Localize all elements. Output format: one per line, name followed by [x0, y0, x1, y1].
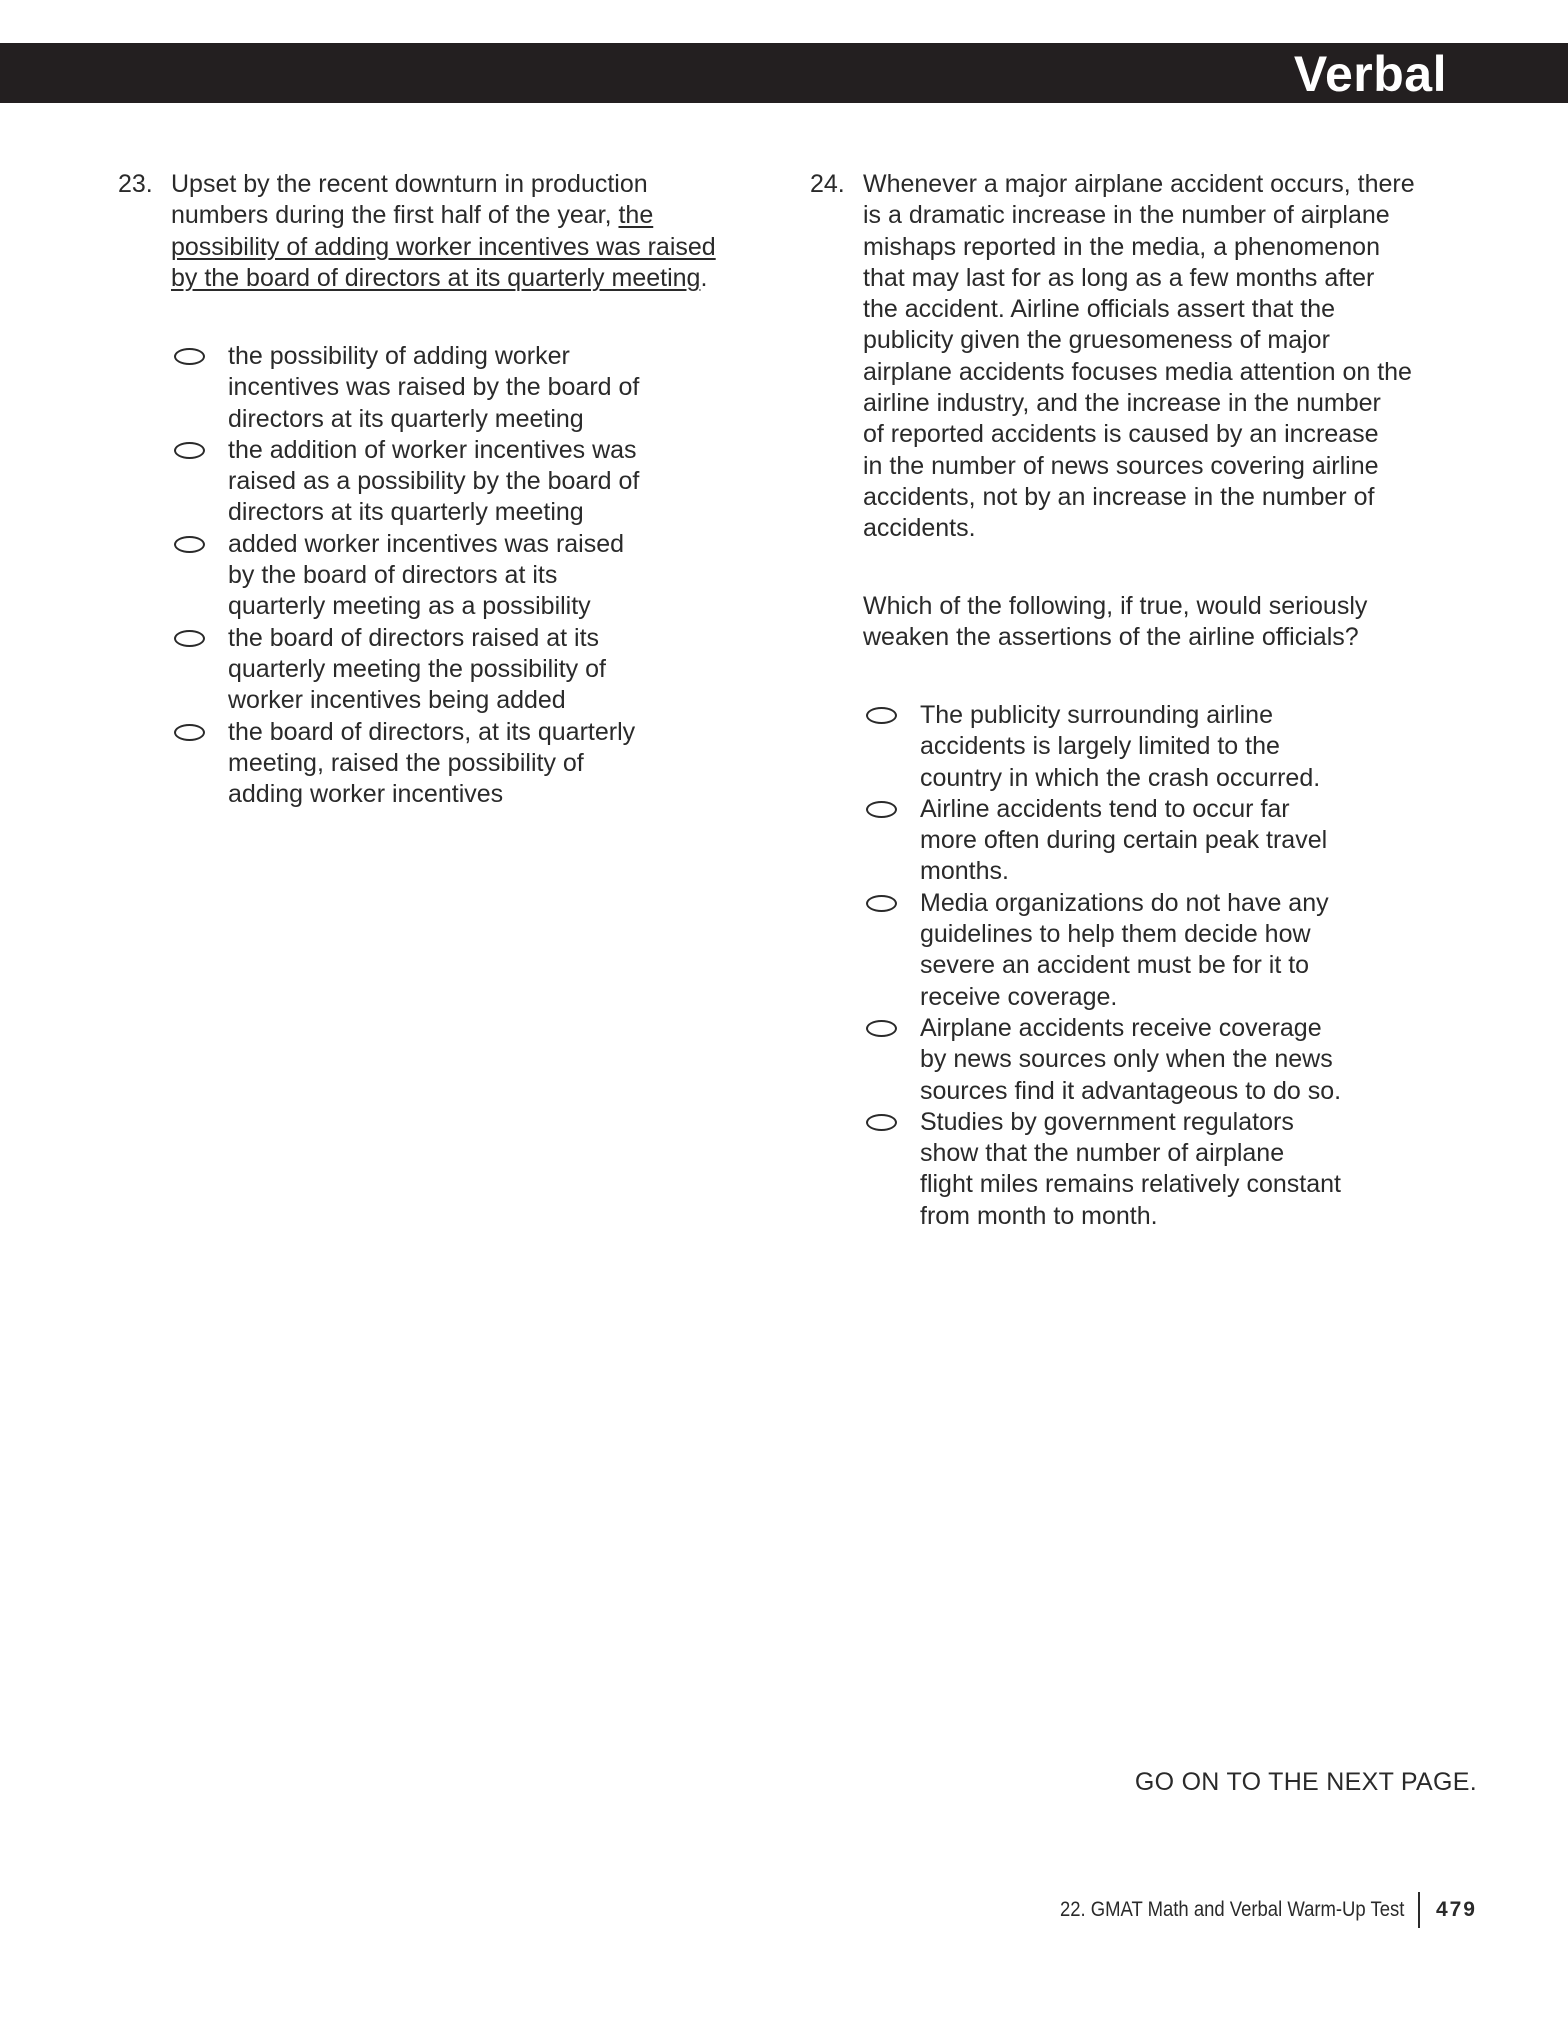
prompt-line: Which of the following, if true, would seriously	[863, 592, 1368, 620]
answer-choices	[863, 700, 1341, 1232]
question-stem	[171, 169, 716, 294]
question-number: 24.	[810, 170, 845, 198]
stem-line: that may last for as long as a few months after	[863, 263, 1375, 292]
choice-text: quarterly meeting the possibility of	[228, 654, 606, 683]
footer-chapter-title: 22. GMAT Math and Verbal Warm-Up Test	[1059, 1898, 1404, 1921]
choice-text: incentives was raised by the board of	[228, 373, 640, 402]
answer-choice-d[interactable]	[863, 1013, 1341, 1107]
radio-bubble[interactable]	[174, 536, 205, 553]
prompt-line: weaken the assertions of the airline officials?	[863, 623, 1359, 652]
stem-text: .	[700, 263, 708, 292]
choice-text: months.	[920, 857, 1009, 886]
choice-text: the addition of worker incentives was	[228, 435, 637, 464]
page-footer	[1013, 1892, 1477, 1928]
section-header-bar	[0, 43, 1568, 103]
answer-choice-b[interactable]	[171, 435, 639, 529]
answer-choice-e[interactable]	[171, 717, 639, 811]
underlined-text: the	[618, 201, 654, 230]
radio-bubble[interactable]	[866, 1020, 897, 1037]
choice-text: quarterly meeting as a possibility	[228, 592, 591, 621]
answer-choice-d[interactable]	[171, 623, 639, 717]
answer-choices	[171, 341, 639, 810]
radio-bubble[interactable]	[866, 801, 897, 818]
choice-text: raised as a possibility by the board of	[228, 467, 640, 496]
stem-line: airline industry, and the increase in the number	[863, 389, 1381, 418]
stem-line: Whenever a major airplane accident occurs, there	[863, 170, 1415, 198]
radio-bubble[interactable]	[866, 895, 897, 912]
answer-choice-e[interactable]	[863, 1107, 1341, 1232]
stem-line: mishaps reported in the media, a phenomenon	[863, 232, 1380, 261]
question-number: 23.	[118, 170, 153, 198]
answer-choice-c[interactable]	[171, 529, 639, 623]
stem-line: in the number of news sources covering airline	[863, 451, 1379, 480]
answer-choice-a[interactable]	[863, 700, 1341, 794]
choice-text: guidelines to help them decide how	[920, 920, 1311, 949]
choice-text: meeting, raised the possibility of	[228, 748, 584, 777]
radio-bubble[interactable]	[174, 724, 205, 741]
question-prompt	[863, 591, 1367, 654]
stem-line: accidents, not by an increase in the number of	[863, 482, 1375, 511]
choice-text: sources find it advantageous to do so.	[920, 1076, 1342, 1105]
stem-line	[171, 200, 716, 231]
section-title: Verbal	[1293, 46, 1447, 102]
choice-text: Studies by government regulators	[920, 1107, 1294, 1136]
underlined-text: possibility of adding worker incentives was raised	[171, 232, 716, 261]
stem-line: publicity given the gruesomeness of major	[863, 326, 1330, 355]
stem-line	[171, 169, 716, 200]
stem-line	[171, 232, 716, 263]
choice-text: accidents is largely limited to the	[920, 732, 1280, 761]
choice-text: receive coverage.	[920, 982, 1118, 1011]
answer-choice-c[interactable]	[863, 888, 1341, 1013]
radio-bubble[interactable]	[174, 348, 205, 365]
choice-text: The publicity surrounding airline	[920, 701, 1273, 729]
radio-bubble[interactable]	[174, 630, 205, 647]
stem-line: accidents.	[863, 514, 976, 543]
stem-text: numbers during the first half of the year,	[171, 201, 619, 230]
choice-text: severe an accident must be for it to	[920, 951, 1310, 980]
choice-text: from month to month.	[920, 1201, 1158, 1230]
choice-text: flight miles remains relatively constant	[920, 1170, 1341, 1199]
choice-text: Airplane accidents receive coverage	[920, 1013, 1322, 1042]
choice-text: the possibility of adding worker	[228, 342, 570, 370]
radio-bubble[interactable]	[866, 707, 897, 724]
stem-line: airplane accidents focuses media attention on the	[863, 357, 1412, 386]
question-23	[118, 169, 798, 819]
choice-text: Airline accidents tend to occur far	[920, 794, 1290, 823]
stem-line: the accident. Airline officials assert that the	[863, 295, 1336, 324]
choice-text: more often during certain peak travel	[920, 826, 1328, 855]
radio-bubble[interactable]	[866, 1114, 897, 1131]
choice-text: the board of directors, at its quarterly	[228, 717, 636, 746]
answer-choice-b[interactable]	[863, 794, 1341, 888]
choice-text: directors at its quarterly meeting	[228, 498, 584, 527]
choice-text: by the board of directors at its	[228, 561, 558, 590]
choice-text: the board of directors raised at its	[228, 623, 600, 652]
choice-text: show that the number of airplane	[920, 1139, 1285, 1168]
answer-choice-a[interactable]	[171, 341, 639, 435]
radio-bubble[interactable]	[174, 442, 205, 459]
stem-line: of reported accidents is caused by an increase	[863, 420, 1379, 449]
stem-text: Upset by the recent downturn in production	[171, 170, 648, 198]
stem-line	[171, 263, 716, 294]
question-stem	[863, 169, 1415, 545]
underlined-text: by the board of directors at its quarterly meeting	[171, 263, 701, 292]
footer-divider	[1418, 1892, 1420, 1928]
choice-text: Media organizations do not have any	[920, 888, 1329, 917]
choice-text: added worker incentives was raised	[228, 529, 625, 558]
page-number: 479	[1435, 1898, 1477, 1921]
choice-text: worker incentives being added	[228, 686, 566, 715]
choice-text: country in which the crash occurred.	[920, 763, 1321, 792]
choice-text: directors at its quarterly meeting	[228, 404, 584, 433]
stem-line: is a dramatic increase in the number of airplane	[863, 201, 1390, 230]
choice-text: adding worker incentives	[228, 780, 504, 809]
choice-text: by news sources only when the news	[920, 1045, 1333, 1074]
go-on-instruction: GO ON TO THE NEXT PAGE.	[1134, 1768, 1477, 1796]
question-24	[810, 169, 1490, 1249]
